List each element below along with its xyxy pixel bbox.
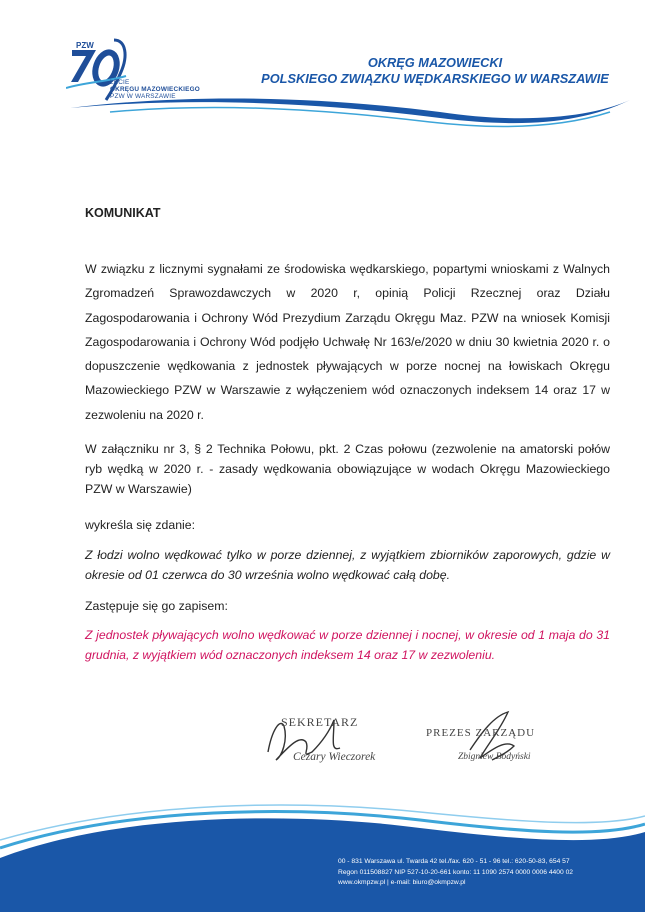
logo-line2: OKRĘGU MAZOWIECKIEGO <box>110 86 200 94</box>
quote-removed-sentence: Z łodzi wolno wędkować tylko w porze dziennej, z wyjątkiem zbiorników zaporowych, gdzie w okresie od 01 czerwca do 30 września wolno wędkować całą dobę. <box>85 548 610 582</box>
signature-left-name: Cezary Wieczorek <box>293 751 376 763</box>
signature-right-title: PREZES ZARZĄDU <box>426 727 536 739</box>
signature-right-name: Zbigniew Bodyński <box>458 752 531 762</box>
paragraph-intro: W związku z licznymi sygnałami ze środowiska wędkarskiego, popartymi wnioskami z Walnych Zgromadzeń Sprawozdawczych w 2020 r, opinią Policji Rzecznej oraz Działu Zagospodarowania i Ochrony Wód Prezydium Zarządu Okręgu Maz. PZW na wniosek Komisji Zagospodarowania i Ochrony Wód podjęło Uchwałę Nr 163/e/2020 w dniu 30 kwietnia 2020 r. o dopuszczenie wędkowania z jednostek pływających w porze nocnej na łowiskach Okręgu Mazowieckiego PZW w Warszawie z wyłączeniem wód oznaczonych indeksem 14 oraz 17 w zezwoleniu na 2020 r. <box>85 262 610 422</box>
letterhead-line1: OKRĘG MAZOWIECKI <box>367 55 503 70</box>
paragraph-attachment: W załączniku nr 3, § 2 Technika Połowu, pkt. 2 Czas połowu (zezwolenie na amatorski połów ryb wędką w 2020 r. - zasady wędkowania obowiązujące w wodach Okręgu Mazowieckiego PZW w Warszawie) <box>85 442 610 496</box>
logo-line1: LECIE <box>110 79 130 86</box>
footer-address: 00 - 831 Warszawa ul. Twarda 42 tel./fax. 620 - 51 - 96 tel.: 620-50-83, 654 57 <box>338 858 570 865</box>
letterhead-line2: POLSKIEGO ZWIĄZKU WĘDKARSKIEGO W WARSZAWIE <box>261 71 609 86</box>
paragraph-removed-intro: wykreśla się zdanie: <box>85 518 196 532</box>
quote-new-sentence: Z jednostek pływających wolno wędkować w porze dziennej i nocnej, w okresie od 1 maja do 31 grudnia, z wyjątkiem wód oznaczonych indeksem 14 oraz 17 w zezwoleniu. <box>85 628 610 662</box>
logo-line3: PZW W WARSZAWIE <box>110 93 176 101</box>
paragraph-replacement-intro: Zastępuje się go zapisem: <box>85 599 228 613</box>
document-title: KOMUNIKAT <box>85 206 161 220</box>
footer-contact <box>338 857 640 889</box>
logo-pzw-text: PZW <box>76 41 94 50</box>
footer-web-email: www.okmpzw.pl | e-mail: biuro@okmpzw.pl <box>338 879 466 886</box>
signature-left-title: SEKRETARZ <box>281 715 359 729</box>
footer-registration: Regon 011508827 NIP 527-10-20-661 konto: 11 1090 2574 0000 0006 4400 02 <box>338 868 574 876</box>
